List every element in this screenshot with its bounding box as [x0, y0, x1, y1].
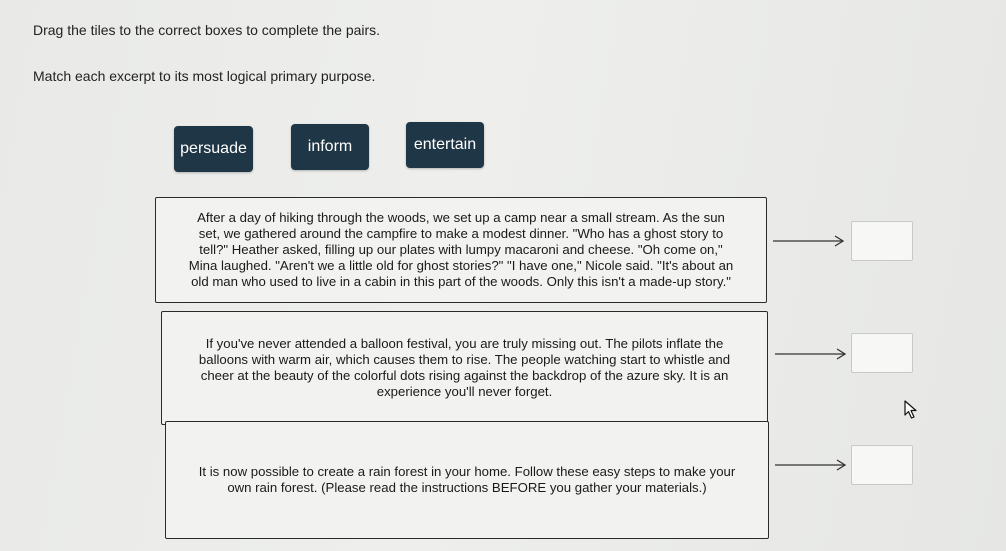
right-arrow-icon — [774, 347, 848, 361]
excerpt-line: Mina laughed. "Aren't we a little old for ghost stories?" "I have one," Nicole said. "It's about an — [188, 258, 734, 273]
excerpt-text — [189, 210, 734, 290]
tile-entertain[interactable]: entertain — [406, 122, 484, 168]
excerpt-line: own rain forest. (Please read the instructions BEFORE you gather your materials.) — [227, 480, 707, 495]
drop-target-1[interactable] — [851, 221, 913, 261]
instruction-match-excerpts: Match each excerpt to its most logical primary purpose. — [33, 68, 376, 84]
excerpt-line: If you've never attended a balloon festival, you are truly missing out. The pilots inflate the — [205, 336, 724, 351]
excerpt-text — [199, 336, 730, 400]
excerpt-line: old man who used to live in a cabin in this part of the woods. Only this isn't a made-up story." — [191, 274, 731, 289]
mouse-pointer-icon — [904, 400, 920, 420]
excerpt-balloon-festival — [161, 311, 768, 425]
excerpt-camping-story — [155, 197, 767, 303]
instruction-drag-tiles: Drag the tiles to the correct boxes to complete the pairs. — [33, 22, 381, 38]
excerpt-line: cheer at the beauty of the colorful dots rising against the backdrop of the azure sky. It is an — [200, 368, 729, 383]
excerpt-line: It is now possible to create a rain forest in your home. Follow these easy steps to make your — [198, 464, 736, 479]
excerpt-rain-forest — [165, 421, 769, 539]
excerpt-line: set, we gathered around the campfire to make a modest dinner. "Who has a ghost story to — [198, 226, 724, 241]
right-arrow-icon — [774, 458, 848, 472]
excerpt-line: experience you'll never forget. — [376, 384, 553, 399]
tile-inform[interactable]: inform — [291, 124, 369, 170]
excerpt-line: balloons with warm air, which causes them to rise. The people watching start to whistle and — [198, 352, 731, 367]
tile-persuade[interactable]: persuade — [174, 126, 253, 172]
excerpt-line: tell?" Heather asked, filling up our plates with lumpy macaroni and cheese. "Oh come on," — [199, 242, 723, 257]
right-arrow-icon — [772, 234, 846, 248]
drop-target-3[interactable] — [851, 445, 913, 485]
excerpt-text — [199, 464, 736, 496]
drop-target-2[interactable] — [851, 333, 913, 373]
excerpt-line: After a day of hiking through the woods, we set up a camp near a small stream. As the sun — [197, 210, 725, 225]
